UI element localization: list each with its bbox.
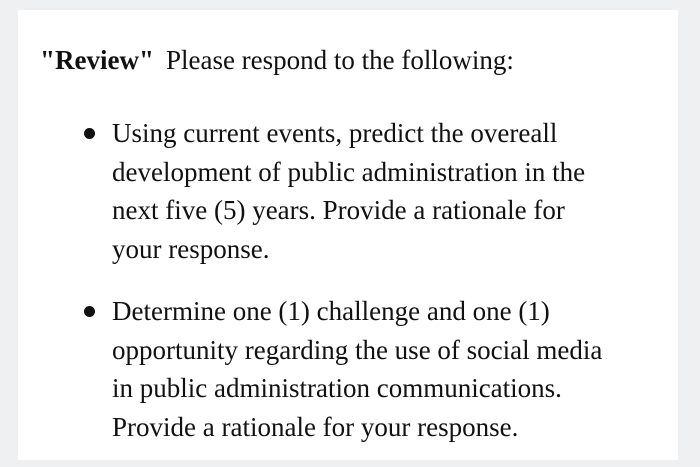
bullet-list [112,114,672,446]
prompt-title-bold: "Review" [40,45,154,75]
bullet-text-line: next five (5) years. Provide a rationale for [112,195,565,225]
bullet-text-line: Determine one (1) challenge and one (1) [112,296,550,326]
prompt-card [18,10,678,460]
bullet-text-line: development of public administration in the [112,156,586,187]
prompt-title-rest: Please respond to the following: [165,45,514,75]
bullet-text-line: Provide a rationale for your response. [112,411,519,442]
bullet-item [112,114,672,268]
bullet-text-line: in public administration communications. [112,373,562,403]
bullet-item [112,292,672,446]
bullet-dot-icon [84,306,95,317]
bullet-text-line: Using current events, predict the overeall [112,118,558,148]
bullet-dot-icon [84,128,95,139]
prompt-heading [40,42,514,78]
bullet-text-line: your response. [112,233,270,264]
bullet-text-line: opportunity regarding the use of social media [112,334,603,365]
